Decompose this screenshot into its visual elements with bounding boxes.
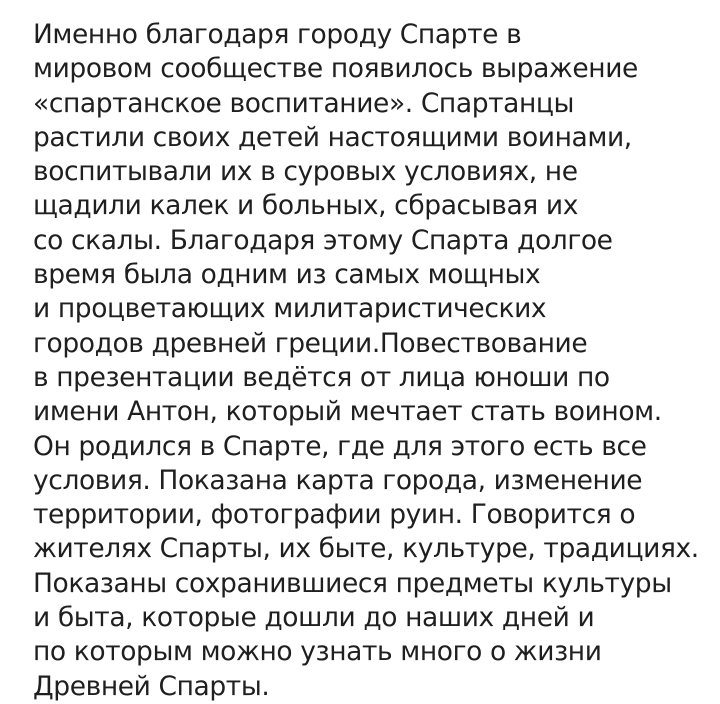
text-line-7: со скалы. Благодаря этому Спарта долгое: [33, 224, 613, 256]
text-line-11: в презентации ведётся от лица юноши по: [33, 361, 610, 393]
text-line-18: и быта, которые дошли до наших дней и: [33, 602, 595, 634]
text-line-3: «спартанское воспитание». Спартанцы: [33, 87, 575, 119]
text-line-2: мировом сообществе появилось выражение: [33, 53, 638, 85]
text-line-13: Он родился в Спарте, где для этого есть все: [33, 430, 647, 462]
text-line-19: по которым можно узнать много о жизни: [33, 636, 602, 668]
text-line-14: условия. Показана карта города, изменение: [33, 464, 643, 496]
text-line-6: щадили калек и больных, сбрасывая их: [33, 190, 578, 222]
text-line-17: Показаны сохранившиеся предметы культуры: [33, 567, 672, 599]
text-line-20: Древней Спарты.: [33, 670, 270, 702]
text-line-5: воспитывали их в суровых условиях, не: [33, 156, 578, 188]
text-line-16: жителях Спарты, их быте, культуре, традициях.: [33, 533, 699, 565]
text-line-10: городов древней греции.Повествование: [33, 327, 588, 359]
text-line-15: территории, фотографии руин. Говорится о: [33, 499, 636, 531]
text-line-4: растили своих детей настоящими воинами,: [33, 121, 632, 153]
text-line-1: Именно благодаря городу Спарте в: [33, 19, 522, 50]
text-line-8: время была одним из самых мощных: [33, 259, 541, 291]
text-paragraph: [33, 18, 713, 704]
text-line-9: и процветающих милитаристических: [33, 293, 547, 325]
text-line-12: имени Антон, который мечтает стать воином.: [33, 396, 662, 428]
